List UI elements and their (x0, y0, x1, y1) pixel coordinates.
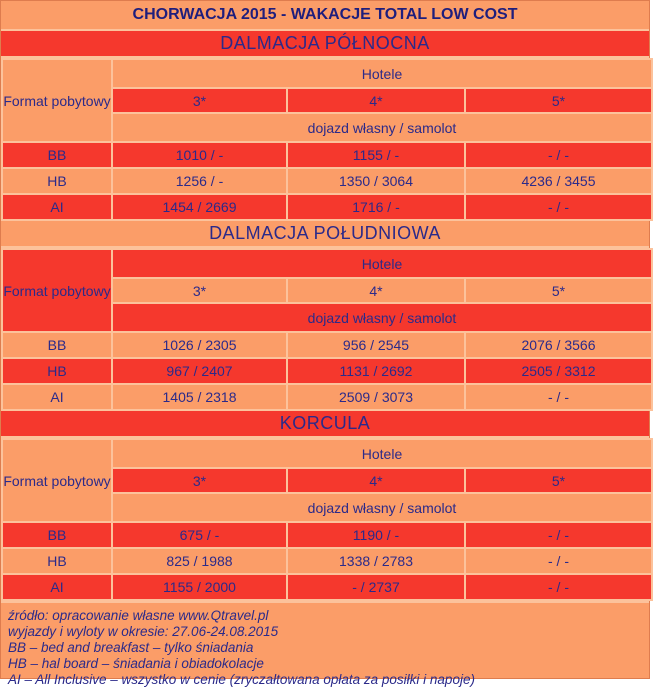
transport-label: dojazd własny / samolot (112, 303, 652, 332)
price-cell: 1131 / 2692 (287, 358, 465, 384)
format-pobytowy-label: Format pobytowy (2, 249, 112, 332)
section-korcula (1, 411, 649, 601)
footnotes (1, 601, 649, 688)
row-label-ai: AI (2, 574, 112, 600)
hotele-label: Hotele (112, 59, 652, 88)
price-cell: 1155 / 2000 (112, 574, 287, 600)
price-cell: 2076 / 3566 (465, 332, 652, 358)
star-column-4: 4* (287, 278, 465, 303)
price-cell: 1405 / 2318 (112, 384, 287, 410)
price-cell: 4236 / 3455 (465, 168, 652, 194)
price-cell: 1338 / 2783 (287, 548, 465, 574)
hotele-label: Hotele (112, 249, 652, 278)
section-title: KORCULA (1, 411, 649, 438)
price-cell: - / - (465, 194, 652, 220)
row-label-ai: AI (2, 194, 112, 220)
footnote-bb: BB – bed and breakfast – tylko śniadania (8, 640, 254, 655)
price-cell: - / - (465, 142, 652, 168)
price-cell: 1454 / 2669 (112, 194, 287, 220)
price-cell: - / - (465, 548, 652, 574)
price-cell: 1256 / - (112, 168, 287, 194)
price-cell: 1190 / - (287, 522, 465, 548)
row-label-hb: HB (2, 358, 112, 384)
price-table (1, 438, 653, 601)
price-cell: - / 2737 (287, 574, 465, 600)
price-cell: - / - (465, 384, 652, 410)
star-column-5: 5* (465, 278, 652, 303)
footnote-dates: wyjazdy i wyloty w okresie: 27.06-24.08.2015 (8, 624, 279, 639)
price-table (1, 58, 653, 221)
price-cell: 1155 / - (287, 142, 465, 168)
row-label-hb: HB (2, 548, 112, 574)
price-cell: 1010 / - (112, 142, 287, 168)
price-cell: 1350 / 3064 (287, 168, 465, 194)
hotele-label: Hotele (112, 439, 652, 468)
format-pobytowy-label: Format pobytowy (2, 59, 112, 142)
footnote-hb: HB – hal board – śniadania i obiadokolacje (8, 656, 264, 671)
price-cell: 2505 / 3312 (465, 358, 652, 384)
price-cell: - / - (465, 522, 652, 548)
transport-label: dojazd własny / samolot (112, 493, 652, 522)
price-cell: - / - (465, 574, 652, 600)
star-column-3: 3* (112, 88, 287, 113)
footnote-source: źródło: opracowanie własne www.Qtravel.pl (8, 608, 269, 623)
price-cell: 967 / 2407 (112, 358, 287, 384)
row-label-bb: BB (2, 332, 112, 358)
price-cell: 1026 / 2305 (112, 332, 287, 358)
star-column-5: 5* (465, 88, 652, 113)
row-label-bb: BB (2, 522, 112, 548)
row-label-ai: AI (2, 384, 112, 410)
price-cell: 956 / 2545 (287, 332, 465, 358)
section-title: DALMACJA PÓŁNOCNA (1, 31, 649, 58)
star-column-3: 3* (112, 278, 287, 303)
price-cell: 675 / - (112, 522, 287, 548)
star-column-4: 4* (287, 88, 465, 113)
row-label-bb: BB (2, 142, 112, 168)
format-pobytowy-label: Format pobytowy (2, 439, 112, 522)
price-table (1, 248, 653, 411)
star-column-4: 4* (287, 468, 465, 493)
section-title: DALMACJA POŁUDNIOWA (1, 221, 649, 248)
price-cell: 825 / 1988 (112, 548, 287, 574)
row-label-hb: HB (2, 168, 112, 194)
page-title: CHORWACJA 2015 - WAKACJE TOTAL LOW COST (1, 1, 649, 31)
section-dalmacja-polnocna (1, 31, 649, 221)
price-cell: 2509 / 3073 (287, 384, 465, 410)
price-cell: 1716 / - (287, 194, 465, 220)
footnote-ai: AI – All Inclusive – wszystko w cenie (zryczałtowana opłata za posiłki i napoje) (8, 672, 475, 687)
section-dalmacja-poludniowa (1, 221, 649, 411)
star-column-5: 5* (465, 468, 652, 493)
transport-label: dojazd własny / samolot (112, 113, 652, 142)
star-column-3: 3* (112, 468, 287, 493)
